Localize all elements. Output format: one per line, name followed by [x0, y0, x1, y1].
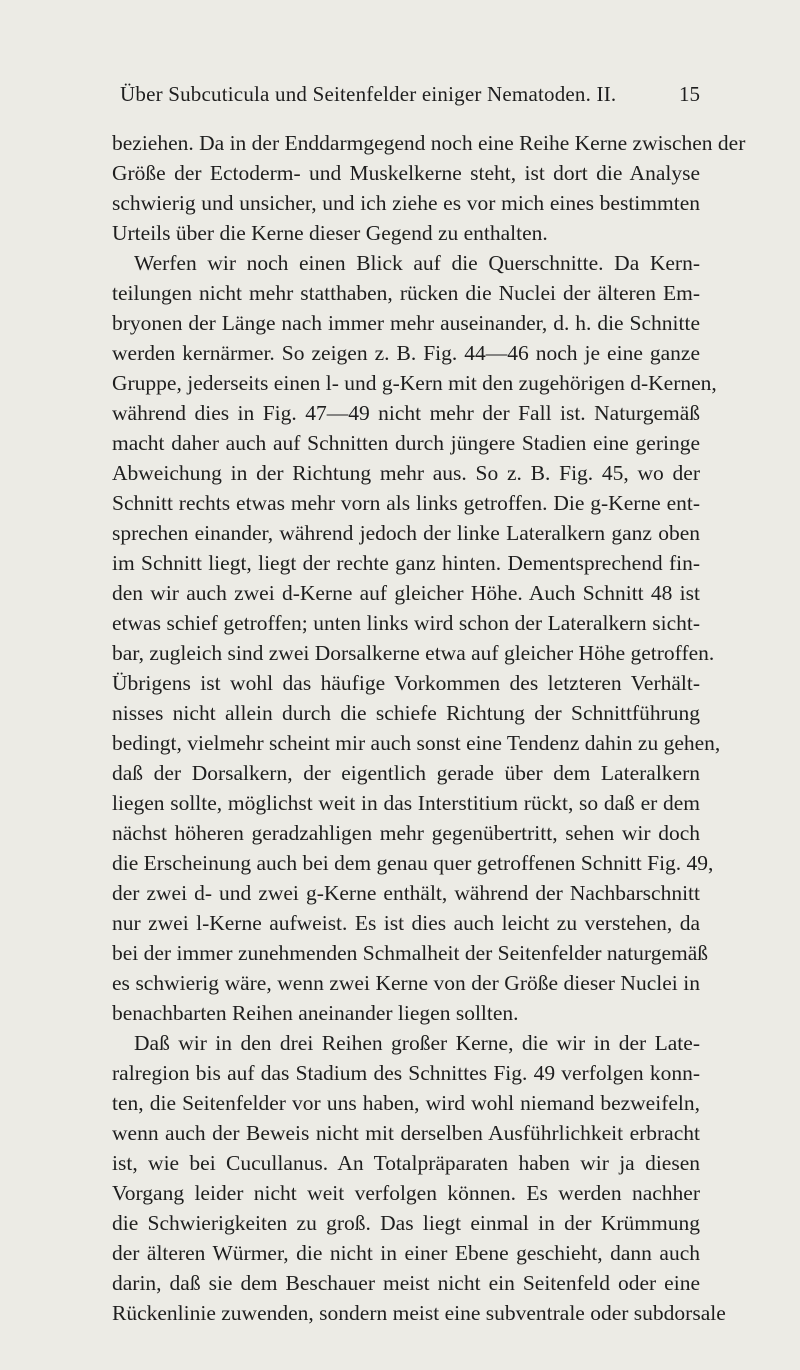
text-line: bar, zugleich sind zwei Dorsalkerne etwa auf gleicher Höhe getroffen. [112, 641, 715, 665]
text-line: ralregion bis auf das Stadium des Schnittes Fig. 49 verfolgen konn- [112, 1061, 700, 1085]
text-line: Daß wir in den drei Reihen großer Kerne, die wir in der Late- [134, 1031, 700, 1055]
text-line: nur zwei l-Kerne aufweist. Es ist dies auch leicht zu verstehen, da [112, 911, 700, 935]
text-line: Vorgang leider nicht weit verfolgen können. Es werden nachher [112, 1181, 700, 1205]
text-line: beziehen. Da in der Enddarmgegend noch eine Reihe Kerne zwischen der [112, 131, 746, 155]
text-line: liegen sollte, möglichst weit in das Interstitium rückt, so daß er dem [112, 791, 700, 815]
text-line: während dies in Fig. 47—49 nicht mehr der Fall ist. Naturgemäß [112, 401, 700, 425]
text-line: schwierig und unsicher, und ich ziehe es vor mich eines bestimmten [112, 191, 700, 215]
text-line: der zwei d- und zwei g-Kerne enthält, während der Nachbarschnitt [112, 881, 700, 905]
text-line: werden kernärmer. So zeigen z. B. Fig. 44—46 noch je eine ganze [112, 341, 700, 365]
text-line: etwas schief getroffen; unten links wird schon der Lateralkern sicht- [112, 611, 700, 635]
text-line: darin, daß sie dem Beschauer meist nicht ein Seitenfeld oder eine [112, 1271, 700, 1295]
paragraph [112, 128, 746, 248]
body-text [112, 128, 746, 1328]
running-head-title: Über Subcuticula und Seitenfelder einiger Nematoden. II. [120, 82, 617, 106]
text-line: es schwierig wäre, wenn zwei Kerne von der Größe dieser Nuclei in [112, 971, 700, 995]
text-line: den wir auch zwei d-Kerne auf gleicher Höhe. Auch Schnitt 48 ist [112, 581, 700, 605]
text-line: nächst höheren geradzahligen mehr gegenübertritt, sehen wir doch [112, 821, 700, 845]
text-line: bei der immer zunehmenden Schmalheit der Seitenfelder naturgemäß [112, 941, 709, 965]
paragraph [112, 248, 721, 1028]
text-line: benachbarten Reihen aneinander liegen sollten. [112, 1001, 519, 1025]
text-line: Abweichung in der Richtung mehr aus. So z. B. Fig. 45, wo der [112, 461, 700, 485]
text-line: Größe der Ectoderm- und Muskelkerne steht, ist dort die Analyse [112, 161, 700, 185]
text-line: wenn auch der Beweis nicht mit derselben Ausführlichkeit erbracht [112, 1121, 700, 1145]
page-number: 15 [679, 82, 700, 106]
text-line: teilungen nicht mehr statthaben, rücken die Nuclei der älteren Em- [112, 281, 700, 305]
paragraph [112, 1028, 726, 1328]
text-line: Rückenlinie zuwenden, sondern meist eine subventrale oder subdorsale [112, 1301, 726, 1325]
text-line: nisses nicht allein durch die schiefe Richtung der Schnittführung [112, 701, 700, 725]
text-line: sprechen einander, während jedoch der linke Lateralkern ganz oben [112, 521, 700, 545]
text-line: Übrigens ist wohl das häufige Vorkommen des letzteren Verhält- [112, 671, 700, 695]
text-line: Urteils über die Kerne dieser Gegend zu enthalten. [112, 221, 548, 245]
text-line: daß der Dorsalkern, der eigentlich gerade über dem Lateralkern [112, 761, 700, 785]
text-line: der älteren Würmer, die nicht in einer Ebene geschieht, dann auch [112, 1241, 700, 1265]
text-line: die Schwierigkeiten zu groß. Das liegt einmal in der Krümmung [112, 1211, 700, 1235]
text-line: Gruppe, jederseits einen l- und g-Kern mit den zugehörigen d-Kernen, [112, 371, 717, 395]
text-line: bryonen der Länge nach immer mehr auseinander, d. h. die Schnitte [112, 311, 700, 335]
text-line: ten, die Seitenfelder vor uns haben, wird wohl niemand bezweifeln, [112, 1091, 700, 1115]
text-line: im Schnitt liegt, liegt der rechte ganz hinten. Dementsprechend fin- [112, 551, 700, 575]
text-line: macht daher auch auf Schnitten durch jüngere Stadien eine geringe [112, 431, 700, 455]
running-head [112, 82, 700, 112]
text-line: Schnitt rechts etwas mehr vorn als links getroffen. Die g-Kerne ent- [112, 491, 700, 515]
text-line: ist, wie bei Cucullanus. An Totalpräparaten haben wir ja diesen [112, 1151, 700, 1175]
text-line: die Erscheinung auch bei dem genau quer getroffenen Schnitt Fig. 49, [112, 851, 714, 875]
text-line: bedingt, vielmehr scheint mir auch sonst eine Tendenz dahin zu gehen, [112, 731, 721, 755]
text-line: Werfen wir noch einen Blick auf die Querschnitte. Da Kern- [134, 251, 700, 275]
